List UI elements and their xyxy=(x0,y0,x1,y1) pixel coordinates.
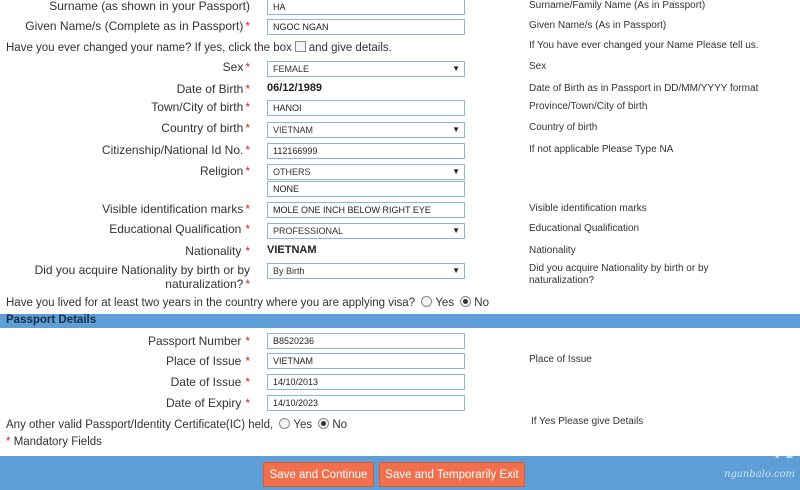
sex-select[interactable]: FEMALE ▼ xyxy=(267,61,465,77)
dob-value: 06/12/1989 xyxy=(267,82,323,94)
country-select[interactable]: VIETNAM ▼ xyxy=(267,122,465,138)
nationality-label: Nationality * xyxy=(185,244,250,258)
other-passport-no-radio[interactable] xyxy=(318,418,329,429)
chevron-down-icon: ▼ xyxy=(452,167,460,176)
town-input[interactable]: HANOI xyxy=(267,100,465,116)
surname-label: Surname (as shown in your Passport) xyxy=(49,0,250,13)
other-passport-yes-radio[interactable] xyxy=(279,418,290,429)
nationality-help: Nationality xyxy=(529,245,576,256)
name-change-question: Have you ever changed your name? If yes, click the box and give details. xyxy=(6,42,392,54)
nationality-value: VIETNAM xyxy=(267,244,317,256)
other-passport-question: Any other valid Passport/Identity Certificate(IC) held, Yes No xyxy=(6,419,348,431)
citizenship-label: Citizenship/National Id No. * xyxy=(101,143,250,157)
given-name-label: Given Name/s (Complete as in Passport) * xyxy=(25,19,250,33)
watermark-logo: n nganbalo.com xyxy=(724,427,795,480)
place-of-issue-input[interactable]: VIETNAM xyxy=(267,353,465,369)
religion-select[interactable]: OTHERS ▼ xyxy=(267,164,465,180)
chevron-down-icon: ▼ xyxy=(452,266,460,275)
date-of-expiry-input[interactable]: 14/10/2023 xyxy=(267,395,465,411)
surname-input[interactable]: HA xyxy=(267,0,465,15)
given-name-input[interactable]: NGOC NGAN xyxy=(267,19,465,35)
two-years-no-radio[interactable] xyxy=(460,296,471,307)
religion-other-input[interactable]: NONE xyxy=(267,181,465,197)
chevron-down-icon: ▼ xyxy=(452,125,460,134)
date-of-issue-label: Date of Issue * xyxy=(170,375,250,389)
acquire-select[interactable]: By Birth ▼ xyxy=(267,263,465,279)
passport-number-input[interactable]: B8520236 xyxy=(267,333,465,349)
dob-help: Date of Birth as in Passport in DD/MM/YYYY format xyxy=(529,83,759,94)
acquire-label: Did you acquire Nationality by birth or by naturalization? * xyxy=(34,263,250,291)
religion-label: Religion * xyxy=(199,164,250,178)
citizenship-input[interactable]: 112166999 xyxy=(267,143,465,159)
country-label: Country of birth * xyxy=(161,121,250,135)
other-passport-help: If Yes Please give Details xyxy=(531,416,644,427)
save-continue-button[interactable]: Save and Continue xyxy=(263,462,374,487)
chevron-down-icon: ▼ xyxy=(452,226,460,235)
acquire-help: Did you acquire Nationality by birth or by naturalization? xyxy=(529,263,709,286)
marks-input[interactable]: MOLE ONE INCH BELOW RIGHT EYE xyxy=(267,202,465,218)
date-of-expiry-label: Date of Expiry * xyxy=(165,396,250,410)
sex-label: Sex * xyxy=(222,60,250,74)
town-help: Province/Town/City of birth xyxy=(529,101,648,112)
given-name-help: Given Name/s (As in Passport) xyxy=(529,20,667,31)
sex-help: Sex xyxy=(529,61,547,72)
date-of-issue-input[interactable]: 14/10/2013 xyxy=(267,374,465,390)
two-years-yes-radio[interactable] xyxy=(421,296,432,307)
save-exit-button[interactable]: Save and Temporarily Exit xyxy=(379,462,525,487)
place-of-issue-label: Place of Issue * xyxy=(165,354,250,368)
surname-help: Surname/Family Name (As in Passport) xyxy=(529,0,706,11)
country-help: Country of birth xyxy=(529,122,598,133)
education-select[interactable]: PROFESSIONAL ▼ xyxy=(267,223,465,239)
place-of-issue-help: Place of Issue xyxy=(529,354,592,365)
name-change-checkbox[interactable] xyxy=(295,41,306,52)
passport-number-label: Passport Number * xyxy=(147,334,250,348)
citizenship-help: If not applicable Please Type NA xyxy=(529,144,674,155)
passport-section-header: Passport Details xyxy=(0,314,800,328)
education-help: Educational Qualification xyxy=(529,223,640,234)
two-years-question: Have you lived for at least two years in the country where you are applying visa? Yes No xyxy=(6,297,489,309)
education-label: Educational Qualification * xyxy=(109,222,250,236)
marks-label: Visible identification marks * xyxy=(102,202,250,216)
marks-help: Visible identification marks xyxy=(529,203,647,214)
chevron-down-icon: ▼ xyxy=(452,64,460,73)
name-change-help: If You have ever changed your Name Please tell us. xyxy=(529,40,759,51)
town-label: Town/City of birth * xyxy=(151,100,250,114)
mandatory-note: * Mandatory Fields xyxy=(6,436,102,448)
dob-label: Date of Birth * xyxy=(176,82,250,96)
